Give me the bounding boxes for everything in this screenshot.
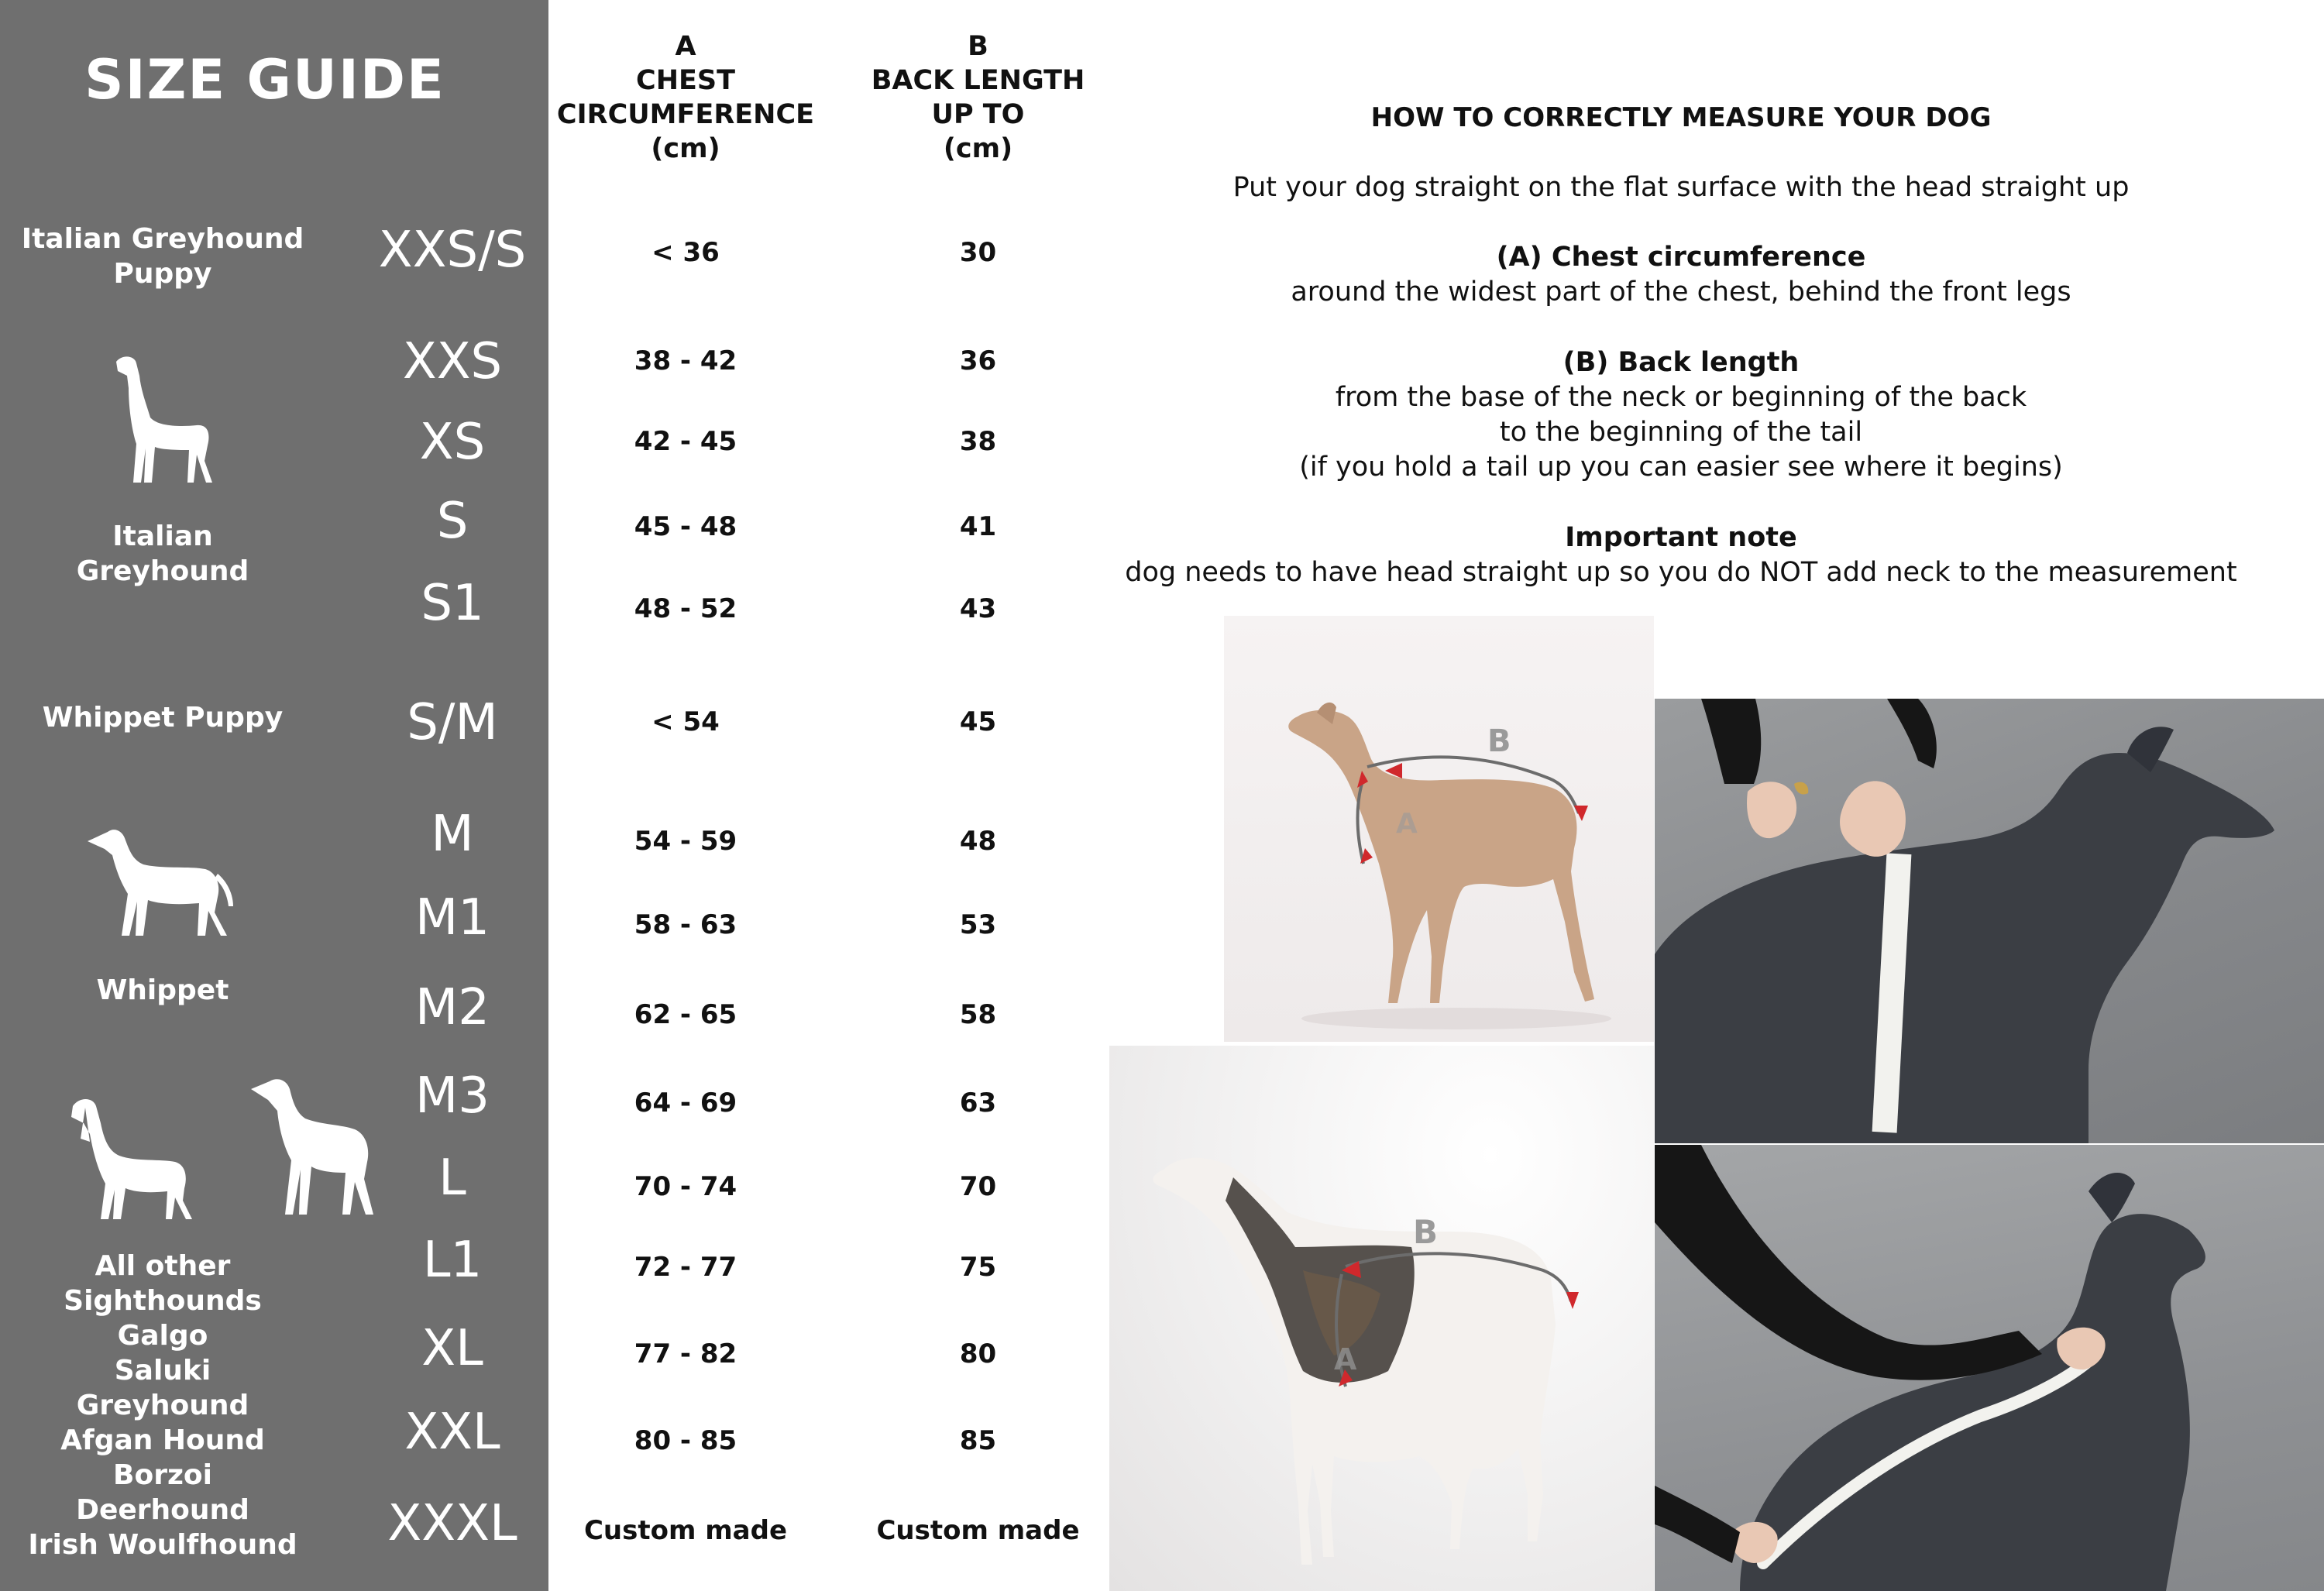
back-value: 53	[959, 909, 997, 940]
back-value: 85	[959, 1425, 997, 1456]
chest-value: 48 - 52	[634, 593, 737, 624]
italian-greyhound-silhouette-icon	[101, 352, 225, 488]
size-label: L	[438, 1149, 466, 1207]
label-a: A	[1396, 808, 1418, 840]
breed-whippet: Whippet	[96, 974, 229, 1006]
back-instruction-text: from the base of the neck or beginning of the back to the beginning of the tail (if you hold a tail up you can easier see where it begins)	[1299, 382, 2063, 483]
note-title: Important note	[1565, 522, 1797, 553]
back-value: 41	[959, 511, 997, 542]
column-header-chest: A CHEST CIRCUMFERENCE (cm)	[556, 31, 815, 164]
whippet-measure-diagram	[1109, 1046, 1654, 1591]
label-b: B	[1487, 723, 1511, 759]
chest-value: 62 - 65	[634, 999, 737, 1030]
chest-value: 72 - 77	[634, 1252, 737, 1283]
chest-value: < 54	[651, 706, 720, 737]
back-value: 80	[959, 1338, 997, 1369]
greyhound-silhouette-icon	[246, 1074, 378, 1221]
chest-measuring-photo	[1655, 699, 2324, 1143]
size-label: XL	[421, 1320, 483, 1377]
back-value: 43	[959, 593, 997, 624]
saluki-silhouette-icon	[62, 1092, 201, 1224]
chest-instruction-text: around the widest part of the chest, behind the front legs	[1291, 277, 2071, 308]
back-value: 48	[959, 826, 997, 857]
back-measuring-photo	[1655, 1145, 2324, 1591]
back-value: 36	[959, 345, 997, 376]
chest-value: 58 - 63	[634, 909, 737, 940]
chest-value: 45 - 48	[634, 511, 737, 542]
size-label: M1	[415, 889, 490, 947]
breed-other-sighthounds: All other Sighthounds Galgo Saluki Greyhound Afgan Hound Borzoi Deerhound Irish Woulfhound	[28, 1250, 297, 1561]
instructions-heading: HOW TO CORRECTLY MEASURE YOUR DOG	[1370, 102, 1992, 133]
size-label: M	[431, 806, 474, 863]
chest-value: 38 - 42	[634, 345, 737, 376]
whippet-silhouette-icon	[81, 820, 236, 943]
back-value: 45	[959, 706, 997, 737]
label-a: A	[1334, 1342, 1357, 1376]
italian-greyhound-measure-diagram	[1224, 616, 1654, 1042]
chest-value: 64 - 69	[634, 1088, 737, 1119]
chest-value: 77 - 82	[634, 1338, 737, 1369]
breed-italian-greyhound-puppy: Italian Greyhound Puppy	[21, 223, 304, 290]
back-value: 75	[959, 1252, 997, 1283]
chest-value: 70 - 74	[634, 1171, 737, 1202]
note-text: dog needs to have head straight up so you do NOT add neck to the measurement	[1125, 557, 2237, 588]
breed-italian-greyhound: Italian Greyhound	[76, 521, 249, 587]
back-value: 38	[959, 426, 997, 457]
size-label: XXL	[404, 1404, 500, 1461]
size-label: S	[436, 493, 469, 550]
size-label: S1	[421, 575, 484, 632]
breed-whippet-puppy: Whippet Puppy	[42, 702, 284, 734]
chest-value: Custom made	[583, 1515, 788, 1546]
size-label: M3	[415, 1067, 490, 1125]
size-label: L1	[422, 1232, 483, 1289]
back-value: 58	[959, 999, 997, 1030]
label-b: B	[1413, 1213, 1439, 1251]
chest-value: 80 - 85	[634, 1425, 737, 1456]
size-label: M2	[415, 979, 490, 1036]
chest-value: 42 - 45	[634, 426, 737, 457]
size-label: XXXL	[387, 1495, 517, 1552]
back-instruction-title: (B) Back length	[1563, 347, 1800, 378]
instructions-intro: Put your dog straight on the flat surface with the head straight up	[1232, 172, 2130, 203]
size-label: S/M	[407, 694, 498, 751]
page-title: SIZE GUIDE	[84, 48, 445, 112]
back-value: 30	[959, 237, 997, 268]
size-label: XXS	[402, 333, 503, 390]
chest-value: 54 - 59	[634, 826, 737, 857]
size-label: XS	[419, 414, 486, 471]
back-value: 70	[959, 1171, 997, 1202]
column-header-back: B BACK LENGTH UP TO (cm)	[871, 31, 1085, 164]
chest-instruction-title: (A) Chest circumference	[1496, 242, 1866, 273]
chest-value: < 36	[651, 237, 720, 268]
back-value: 63	[959, 1088, 997, 1119]
back-value: Custom made	[876, 1515, 1080, 1546]
size-label: XXS/S	[378, 222, 527, 279]
